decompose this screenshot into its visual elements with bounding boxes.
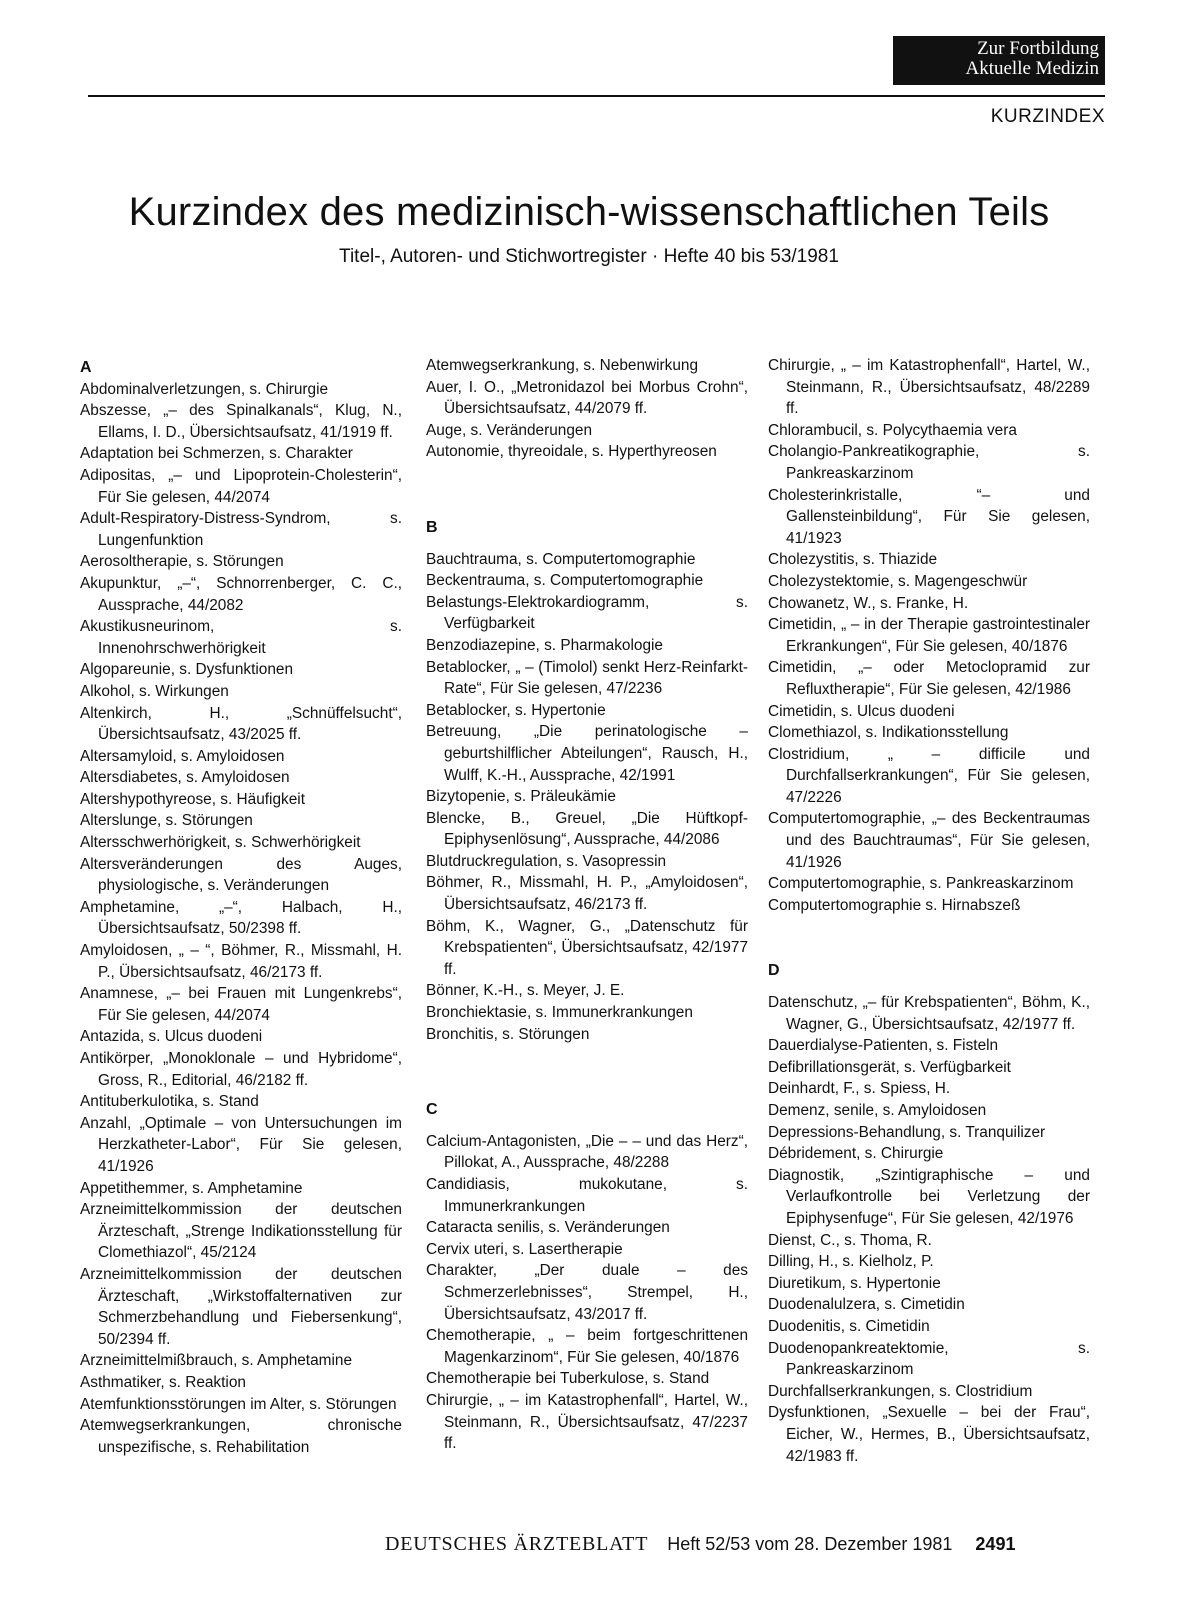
index-entry: Beckentrauma, s. Computertomographie (426, 572, 704, 590)
index-entry: Cholangio-Pankreatikographie, s. Pankreaskarzinom (768, 443, 1090, 482)
index-column-2 (426, 355, 748, 1455)
index-entry: Algopareunie, s. Dysfunktionen (80, 661, 294, 679)
index-entry: Atemwegserkrankung, s. Nebenwirkung (426, 357, 699, 374)
index-entry: Appetithemmer, s. Amphetamine (80, 1179, 303, 1197)
index-entry: Benzodiazepine, s. Pharmakologie (426, 636, 663, 654)
letter-heading: D (768, 962, 780, 980)
index-column-3 (768, 355, 1090, 1467)
index-entry: Cervix uteri, s. Lasertherapie (426, 1240, 623, 1258)
index-entry: Dienst, C., s. Thoma, R. (768, 1231, 932, 1249)
index-entry: Atemwegserkrankungen, chronische unspezifische, s. Rehabilitation (80, 1417, 402, 1456)
index-entry: Chemotherapie bei Tuberkulose, s. Stand (426, 1370, 710, 1388)
index-entry: Charakter, „Der duale – des Schmerzerlebnisses“, Strempel, H., Übersichtsaufsatz, 43/2017 ff. (426, 1262, 748, 1323)
index-entry: Cimetidin, s. Ulcus duodeni (768, 702, 955, 720)
index-entry: Clostridium, „ – difficile und Durchfallserkrankungen“, Für Sie gelesen, 47/2226 (768, 745, 1090, 806)
issue-info: Heft 52/53 vom 28. Dezember 1981 (667, 1534, 953, 1554)
index-entry: Diagnostik, „Szintigraphische – und Verlaufkontrolle bei Verletzung der Epiphysenfuge“, Für Sie gelesen, 42/1976 (768, 1166, 1090, 1227)
index-entry: Chemotherapie, „ – beim fortgeschrittenen Magenkarzinom“, Für Sie gelesen, 40/1876 (426, 1327, 748, 1366)
spacer (426, 539, 748, 549)
header-rule (88, 95, 1105, 97)
index-entry: Cimetidin, „ – in der Therapie gastrointestinaler Erkrankungen“, Für Sie gelesen, 40/1876 (768, 616, 1090, 655)
index-entry: Autonomie, thyreoidale, s. Hyperthyreosen (426, 443, 717, 461)
index-entry: Cimetidin, „– oder Metoclopramid zur Refluxtherapie“, Für Sie gelesen, 42/1986 (768, 659, 1090, 698)
index-entry: Clomethiazol, s. Indikationsstellung (768, 724, 1009, 742)
badge-line-1: Zur Fortbildung (977, 38, 1099, 59)
index-entry: Depressions-Behandlung, s. Tranquilizer (768, 1123, 1046, 1141)
index-entry: Computertomographie, „– des Beckentraumas und des Bauchtraumas“, Für Sie gelesen, 41/1926 (768, 810, 1090, 871)
index-entry: Débridement, s. Chirurgie (768, 1145, 944, 1163)
journal-name: DEUTSCHES ÄRZTEBLATT (385, 1533, 649, 1555)
index-entry: Blutdruckregulation, s. Vasopressin (426, 852, 667, 870)
spacer (426, 463, 748, 517)
spacer (768, 982, 1090, 992)
index-entry: Cataracta senilis, s. Veränderungen (426, 1219, 670, 1237)
index-entry: Arzneimittelmißbrauch, s. Amphetamine (80, 1352, 353, 1370)
index-entry: Alterslunge, s. Störungen (80, 812, 253, 830)
page-footer (385, 1533, 1015, 1556)
index-entry: Chirurgie, „ – im Katastrophenfall“, Hartel, W., Steinmann, R., Übersichtsaufsatz, 48/2289 ff. (768, 357, 1090, 418)
index-entry: Böhm, K., Wagner, G., „Datenschutz für Krebspatienten“, Übersichtsaufsatz, 42/1977 ff. (426, 917, 748, 978)
index-entry: Altersamyloid, s. Amyloidosen (80, 747, 285, 765)
index-entry: Bronchitis, s. Störungen (426, 1025, 590, 1043)
index-entry: Antituberkulotika, s. Stand (80, 1093, 259, 1111)
index-entry: Cholezystitis, s. Thiazide (768, 551, 938, 569)
index-entry: Blencke, B., Greuel, „Die Hüftkopf-Epiphysenlösung“, Aussprache, 44/2086 (426, 809, 748, 849)
page-subtitle: Titel-, Autoren- und Stichwortregister · Hefte 40 bis 53/1981 (339, 246, 839, 267)
index-entry: Dysfunktionen, „Sexuelle – bei der Frau“, Eicher, W., Hermes, B., Übersichtsaufsatz, 42/1983 ff. (768, 1404, 1090, 1465)
index-entry: Chlorambucil, s. Polycythaemia vera (768, 421, 1017, 439)
index-entry: Amphetamine, „–“, Halbach, H., Übersichtsaufsatz, 50/2398 ff. (80, 898, 402, 938)
index-entry: Duodenopankreatektomie, s. Pankreaskarzinom (768, 1339, 1090, 1379)
index-entry: Auer, I. O., „Metronidazol bei Morbus Crohn“, Übersichtsaufsatz, 44/2079 ff. (426, 378, 748, 418)
index-entry: Antikörper, „Monoklonale – und Hybridome“, Gross, R., Editorial, 46/2182 ff. (80, 1050, 402, 1089)
index-entry: Altersdiabetes, s. Amyloidosen (80, 769, 290, 787)
index-entry: Defibrillationsgerät, s. Verfügbarkeit (768, 1058, 1011, 1076)
index-column-1 (80, 357, 402, 1458)
index-entry: Adaptation bei Schmerzen, s. Charakter (80, 445, 353, 463)
letter-heading: B (426, 518, 438, 536)
index-entry: Demenz, senile, s. Amyloidosen (768, 1102, 987, 1119)
index-entry: Calcium-Antagonisten, „Die – – und das Herz“, Pillokat, A., Aussprache, 48/2288 (426, 1132, 748, 1172)
spacer (426, 1121, 748, 1131)
index-entry: Durchfallserkrankungen, s. Clostridium (768, 1382, 1033, 1400)
index-entry: Chirurgie, „ – im Katastrophenfall“, Hartel, W., Steinmann, R., Übersichtsaufsatz, 47/2237 ff. (426, 1391, 748, 1453)
index-entry: Altersschwerhörigkeit, s. Schwerhörigkeit (80, 834, 361, 852)
index-entry: Bauchtrauma, s. Computertomographie (426, 550, 696, 568)
index-entry: Computertomographie, s. Pankreaskarzinom (768, 875, 1074, 893)
index-entry: Duodenitis, s. Cimetidin (768, 1317, 930, 1335)
index-entry: Chowanetz, W., s. Franke, H. (768, 594, 969, 612)
index-entry: Abszesse, „– des Spinalkanals“, Klug, N., Ellams, I. D., Übersichtsaufsatz, 41/1919 ff. (80, 402, 402, 441)
index-entry: Betablocker, s. Hypertonie (426, 701, 606, 719)
index-entry: Adult-Respiratory-Distress-Syndrom, s. Lungenfunktion (80, 510, 402, 549)
index-entry: Bronchiektasie, s. Immunerkrankungen (426, 1004, 693, 1022)
index-entry: Amyloidosen, „ – “, Böhmer, R., Missmahl, H. P., Übersichtsaufsatz, 46/2173 ff. (80, 942, 402, 981)
section-badge (893, 36, 1105, 85)
index-entry: Duodenalulzera, s. Cimetidin (768, 1296, 965, 1314)
letter-heading: C (426, 1101, 438, 1119)
index-entry: Altershypothyreose, s. Häufigkeit (80, 790, 305, 808)
index-entry: Diuretikum, s. Hypertonie (768, 1274, 941, 1292)
index-entry: Altenkirch, H., „Schnüffelsucht“, Übersichtsaufsatz, 43/2025 ff. (80, 704, 402, 744)
index-entry: Adipositas, „– und Lipoprotein-Cholesterin“, Für Sie gelesen, 44/2074 (80, 466, 402, 506)
index-entry: Asthmatiker, s. Reaktion (80, 1373, 246, 1391)
index-entry: Akupunktur, „–“, Schnorrenberger, C. C., Aussprache, 44/2082 (80, 574, 402, 614)
index-entry: Dauerdialyse-Patienten, s. Fisteln (768, 1037, 999, 1055)
index-entry: Böhmer, R., Missmahl, H. P., „Amyloidosen“, Übersichtsaufsatz, 46/2173 ff. (426, 874, 748, 914)
index-entry: Anzahl, „Optimale – von Untersuchungen im Herzkatheter-Labor“, Für Sie gelesen, 41/1926 (80, 1114, 402, 1175)
index-entry: Belastungs-Elektrokardiogramm, s. Verfügbarkeit (426, 593, 748, 633)
index-entry: Cholesterinkristalle, “– und Gallensteinbildung“, Für Sie gelesen, 41/1923 (768, 486, 1090, 547)
index-entry: Alkohol, s. Wirkungen (80, 682, 229, 700)
badge-line-2: Aktuelle Medizin (965, 58, 1099, 79)
index-entry: Deinhardt, F., s. Spiess, H. (768, 1080, 951, 1098)
index-entry: Computertomographie s. Hirnabszeß (768, 896, 1021, 914)
index-entry: Datenschutz, „– für Krebspatienten“, Böhm, K., Wagner, G., Übersichtsaufsatz, 42/1977 ff. (768, 994, 1090, 1033)
index-entry: Arzneimittelkommission der deutschen Ärzteschaft, „Strenge Indikationsstellung für Clomethiazol“, 45/2124 (80, 1201, 402, 1262)
index-entry: Betablocker, „ – (Timolol) senkt Herz-Reinfarkt-Rate“, Für Sie gelesen, 47/2236 (426, 658, 748, 698)
index-entry: Bizytopenie, s. Präleukämie (426, 788, 616, 806)
index-entry: Dilling, H., s. Kielholz, P. (768, 1253, 934, 1271)
index-entry: Arzneimittelkommission der deutschen Ärzteschaft, „Wirkstoffalternativen zur Schmerzbehandlung und Fiebersenkung“, 50/2394 ff. (80, 1265, 402, 1348)
index-entry: Candidiasis, mukokutane, s. Immunerkrankungen (426, 1176, 748, 1215)
index-entry: Auge, s. Veränderungen (426, 421, 593, 439)
index-entry: Aerosoltherapie, s. Störungen (80, 553, 284, 571)
page-number: 2491 (975, 1534, 1016, 1554)
index-entry: Betreuung, „Die perinatologische – geburtshilflicher Abteilungen“, Rausch, H., Wulff, K.-H., Aussprache, 42/1991 (426, 723, 748, 784)
letter-heading: A (80, 359, 92, 376)
spacer (768, 916, 1090, 960)
index-entry: Anamnese, „– bei Frauen mit Lungenkrebs“, Für Sie gelesen, 44/2074 (80, 985, 402, 1024)
index-entry: Akustikusneurinom, s. Innenohrschwerhörigkeit (80, 618, 402, 657)
index-entry: Bönner, K.-H., s. Meyer, J. E. (426, 982, 625, 1000)
spacer (426, 1045, 748, 1099)
index-entry: Altersveränderungen des Auges, physiologische, s. Veränderungen (80, 855, 402, 895)
section-label: KURZINDEX (990, 106, 1105, 127)
index-entry: Cholezystektomie, s. Magengeschwür (768, 572, 1028, 590)
page-title: Kurzindex des medizinisch-wissenschaftlichen Teils (128, 190, 1050, 234)
index-entry: Atemfunktionsstörungen im Alter, s. Störungen (80, 1395, 397, 1413)
index-entry: Abdominalverletzungen, s. Chirurgie (80, 380, 329, 398)
index-entry: Antazida, s. Ulcus duodeni (80, 1028, 263, 1046)
